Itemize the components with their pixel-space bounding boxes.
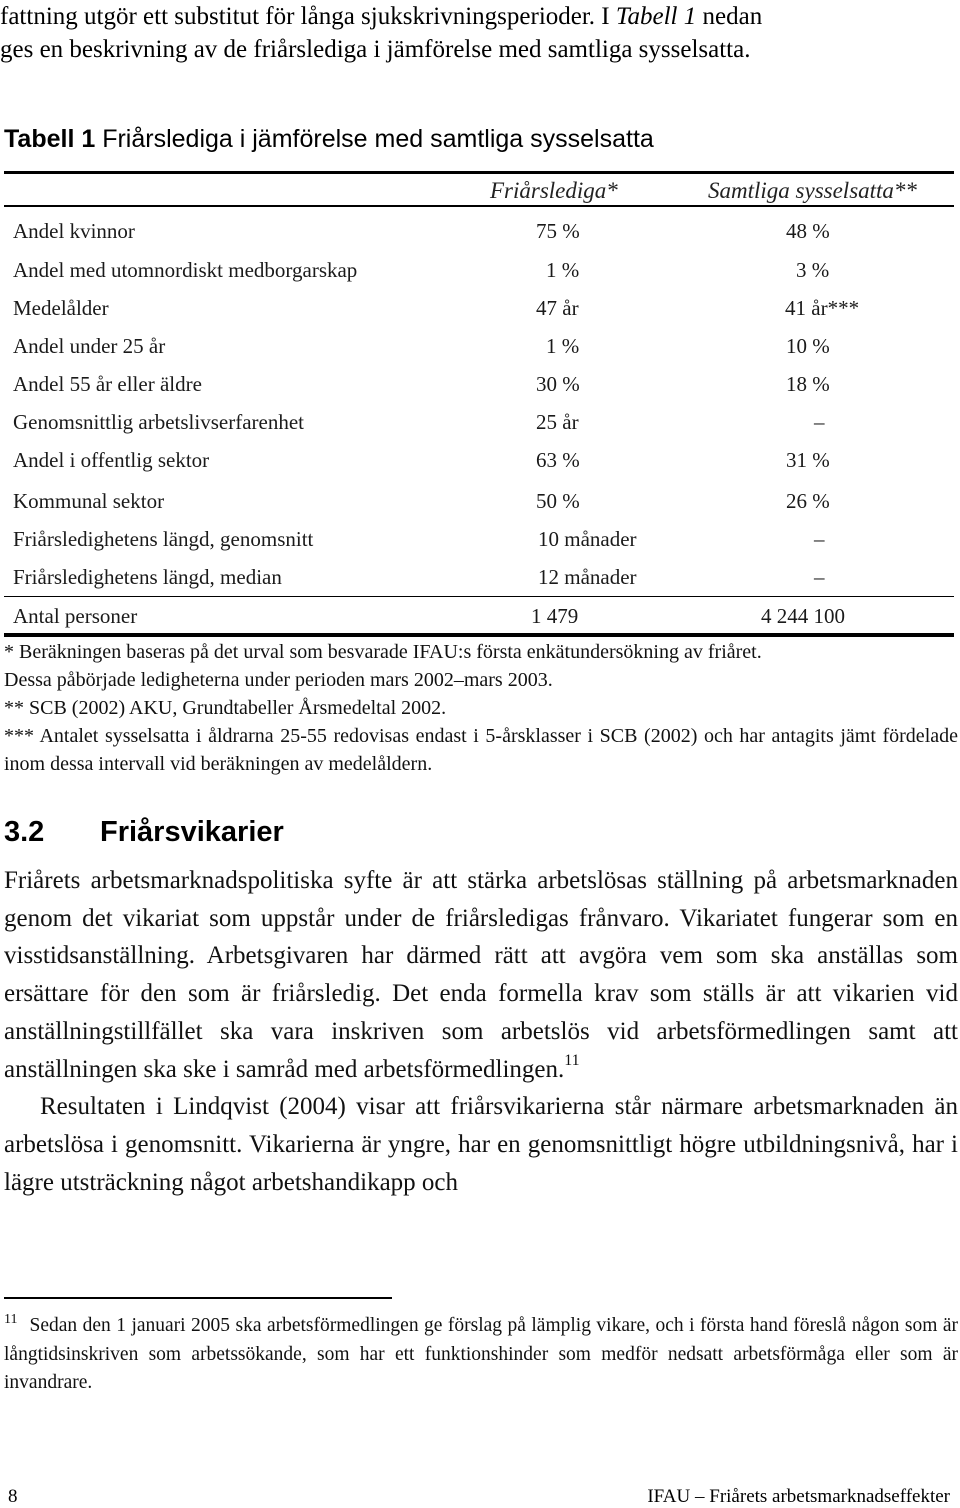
row-label: Antal personer — [13, 604, 138, 628]
table-row — [13, 445, 953, 475]
intro-paragraph — [0, 0, 958, 66]
table-row — [13, 486, 953, 516]
row-label: Medelålder — [13, 296, 109, 320]
table-bottom-rule — [4, 633, 954, 637]
intro-line2: ges en beskrivning av de friårslediga i jämförelse med samtliga sysselsatta. — [0, 36, 751, 63]
table-title: Friårslediga i jämförelse med samtliga sysselsatta — [102, 125, 654, 153]
row-value-samtliga: – — [814, 565, 825, 589]
row-value-friarslediga: 1 % — [546, 334, 580, 358]
intro-line1: fattning utgör ett substitut för långa sjukskrivningsperioder. I — [0, 3, 616, 30]
page-number: 8 — [8, 1486, 18, 1507]
row-label: Andel i offentlig sektor — [13, 448, 210, 472]
footnote-mark: 11 — [4, 1312, 18, 1327]
table-row — [13, 524, 953, 554]
row-value-samtliga: 4 244 100 — [761, 604, 845, 628]
row-value-samtliga: – — [814, 527, 825, 551]
row-value-samtliga: 41 år*** — [785, 296, 860, 320]
column-header-samtliga: Samtliga sysselsatta** — [708, 178, 917, 203]
footnote — [4, 1312, 958, 1398]
table-top-rule — [4, 171, 954, 174]
table-header-rule — [4, 205, 954, 207]
row-label: Andel med utomnordiskt medborgarskap — [13, 258, 358, 282]
row-label: Kommunal sektor — [13, 489, 165, 513]
footnote-text: Sedan den 1 januari 2005 ska arbetsförmedlingen ge förslag på lämplig vikare, och i första hand föreslå någon som är långtidsinskriven som arbetssökande, som har ett funktionshinder som medför nedsatt arbetsförmåga eller som är invandrare. — [4, 1315, 958, 1393]
running-footer-title: IFAU – Friårets arbetsmarknadseffekter — [647, 1486, 950, 1507]
row-value-friarslediga: 10 månader — [538, 527, 637, 551]
row-value-samtliga: 3 % — [796, 258, 830, 282]
table-row — [13, 293, 953, 323]
table-label: Tabell 1 — [4, 125, 96, 153]
column-header-friarslediga: Friårslediga* — [490, 178, 618, 203]
row-value-samtliga: 26 % — [786, 489, 830, 513]
row-value-samtliga: 31 % — [786, 448, 830, 472]
footnote-reference[interactable]: 11 — [564, 1051, 580, 1069]
row-value-friarslediga: 12 månader — [538, 565, 637, 589]
row-value-samtliga: 18 % — [786, 372, 830, 396]
row-label: Friårsledighetens längd, median — [13, 565, 282, 589]
table-reference: Tabell 1 — [615, 3, 697, 30]
section-heading — [4, 812, 284, 852]
row-value-friarslediga: 1 % — [546, 258, 580, 282]
section-title: Friårsvikarier — [100, 816, 284, 848]
table-note-1-cont: Dessa påbörjade ledigheterna under perioden mars 2002–mars 2003. — [4, 669, 553, 691]
body-paragraph-2: Resultaten i Lindqvist (2004) visar att friårsvikarierna står närmare arbetsmarknaden än arbetslösa i genomsnitt. Vikarierna är yngre, har en genomsnittligt högre utbildningsnivå, har i lägre utsträckning något arbetshandikapp och — [4, 1093, 958, 1196]
row-value-samtliga: 48 % — [786, 219, 830, 243]
table-total-rule — [4, 596, 954, 597]
row-label: Andel kvinnor — [13, 219, 135, 243]
table-notes — [4, 638, 958, 778]
section-number: 3.2 — [4, 816, 45, 848]
row-label: Andel under 25 år — [13, 334, 166, 358]
table-row — [13, 562, 953, 592]
table-note-3: *** Antalet sysselsatta i åldrarna 25-55 redovisas endast i 5-årsklasser i SCB (2002) och har antagits jämt fördelade inom dessa intervall vid beräkningen av medelåldern. — [4, 725, 958, 775]
table-row — [13, 216, 953, 246]
row-value-samtliga: – — [814, 410, 825, 434]
row-value-friarslediga: 1 479 — [531, 604, 579, 628]
row-label: Genomsnittlig arbetslivserfarenhet — [13, 410, 304, 434]
table-row — [13, 407, 953, 437]
body-text — [4, 862, 958, 1201]
body-paragraph-1-text: Friårets arbetsmarknadspolitiska syfte är att stärka arbetslösas ställning på arbetsmarknaden genom det vikariat som uppstår under de friårsledigas frånvaro. Vikariatet fungerar som en visstidsanställning. Arbetsgivaren har därmed rätt att avgöra vem som ska anställas som ersättare för den som är friårsledig. Det enda formella krav som ställs är att vikarien vid anställningstillfället ska vara inskriven som arbetslös vid arbetsförmedlingen samt att anställningen ska ske i samråd med arbetsförmedlingen. — [4, 867, 958, 1083]
row-value-friarslediga: 25 år — [536, 410, 579, 434]
row-value-friarslediga: 50 % — [536, 489, 580, 513]
row-value-friarslediga: 47 år — [536, 296, 579, 320]
table-row — [13, 255, 953, 285]
body-paragraph-1 — [4, 862, 958, 1088]
table-row — [13, 331, 953, 361]
table-row-total — [13, 601, 953, 631]
row-value-friarslediga: 63 % — [536, 448, 580, 472]
footnote-separator — [4, 1297, 392, 1299]
table-note-2: ** SCB (2002) AKU, Grundtabeller Årsmedeltal 2002. — [4, 697, 447, 719]
intro-line1-end: nedan — [696, 3, 763, 30]
row-label: Friårsledighetens längd, genomsnitt — [13, 527, 314, 551]
row-label: Andel 55 år eller äldre — [13, 372, 202, 396]
table-note-1: * Beräkningen baseras på det urval som besvarade IFAU:s första enkätundersökning av friåret. — [4, 641, 762, 663]
row-value-friarslediga: 30 % — [536, 372, 580, 396]
row-value-samtliga: 10 % — [786, 334, 830, 358]
table-caption — [4, 122, 654, 156]
row-value-friarslediga: 75 % — [536, 219, 580, 243]
table-row — [13, 369, 953, 399]
